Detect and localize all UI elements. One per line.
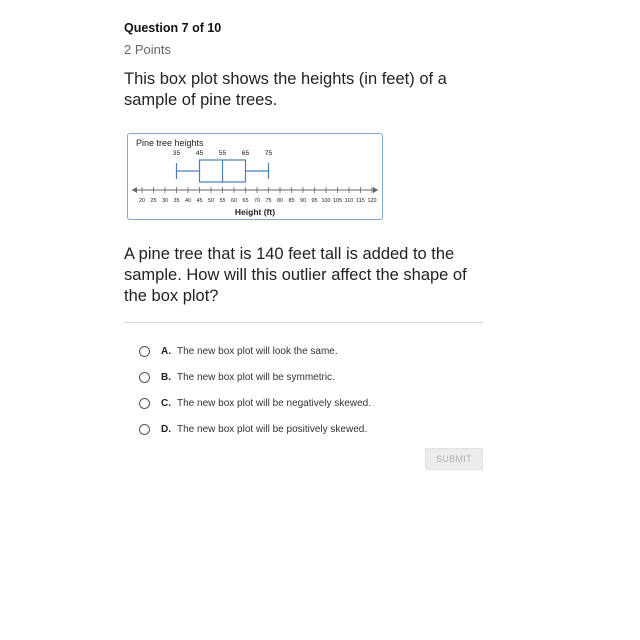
question-prompt: This box plot shows the heights (in feet) of a sample of pine trees. [124,70,447,109]
summary-value-label: 55 [218,150,227,157]
summary-value-label: 35 [172,150,181,157]
x-tick-label: 60 [231,198,237,204]
submit-button[interactable]: SUBMIT [425,448,483,470]
question-followup: A pine tree that is 140 feet tall is added to the sample. How will this outlier affect the shape of the box plot? [124,245,467,305]
x-tick-label: 70 [254,198,260,204]
choice-a[interactable] [139,338,479,364]
radio-button-d[interactable] [139,424,150,435]
radio-button-c[interactable] [139,398,150,409]
question-points: 2 Points [124,42,171,57]
x-tick-label: 100 [321,198,331,204]
x-tick-label: 110 [344,198,354,204]
x-tick-label: 115 [356,198,365,204]
choice-d[interactable] [139,416,479,442]
x-tick-label: 45 [196,198,203,204]
box-plot-figure [127,133,383,220]
x-tick-label: 55 [219,198,226,204]
choice-text: The new box plot will look the same. [177,345,338,357]
choice-letter: C. [161,397,171,409]
question-counter: Question 7 of 10 [124,21,222,35]
box-plot-chart [128,134,382,219]
x-tick-label: 85 [288,198,295,204]
choice-letter: D. [161,423,171,435]
radio-button-b[interactable] [139,372,150,383]
radio-button-a[interactable] [139,346,150,357]
x-tick-label: 35 [173,198,180,204]
x-axis-label: Height (ft) [234,207,276,217]
summary-value-label: 65 [241,150,250,157]
x-tick-label: 50 [208,198,214,204]
choice-text: The new box plot will be negatively skewed. [177,397,371,409]
x-tick-label: 65 [242,198,249,204]
choice-c[interactable] [139,390,479,416]
x-tick-label: 40 [185,198,191,204]
summary-value-label: 75 [264,150,273,157]
axis-arrow-right [373,187,378,193]
chart-title: Pine tree heights [136,138,204,148]
choice-text: The new box plot will be positively skewed. [177,423,368,435]
choice-letter: B. [161,371,171,383]
x-tick-label: 20 [139,198,145,204]
x-tick-label: 105 [333,198,342,204]
axis-arrow-left [132,187,137,193]
x-tick-label: 75 [265,198,272,204]
summary-value-label: 45 [195,150,204,157]
x-tick-label: 80 [277,198,283,204]
x-tick-label: 120 [367,198,377,204]
x-tick-label: 95 [311,198,318,204]
x-tick-label: 30 [162,198,168,204]
x-tick-label: 25 [150,198,157,204]
choice-letter: A. [161,345,171,357]
x-tick-label: 90 [300,198,306,204]
divider [124,322,483,323]
answer-choices [139,338,479,442]
choice-b[interactable] [139,364,479,390]
choice-text: The new box plot will be symmetric. [177,371,335,383]
